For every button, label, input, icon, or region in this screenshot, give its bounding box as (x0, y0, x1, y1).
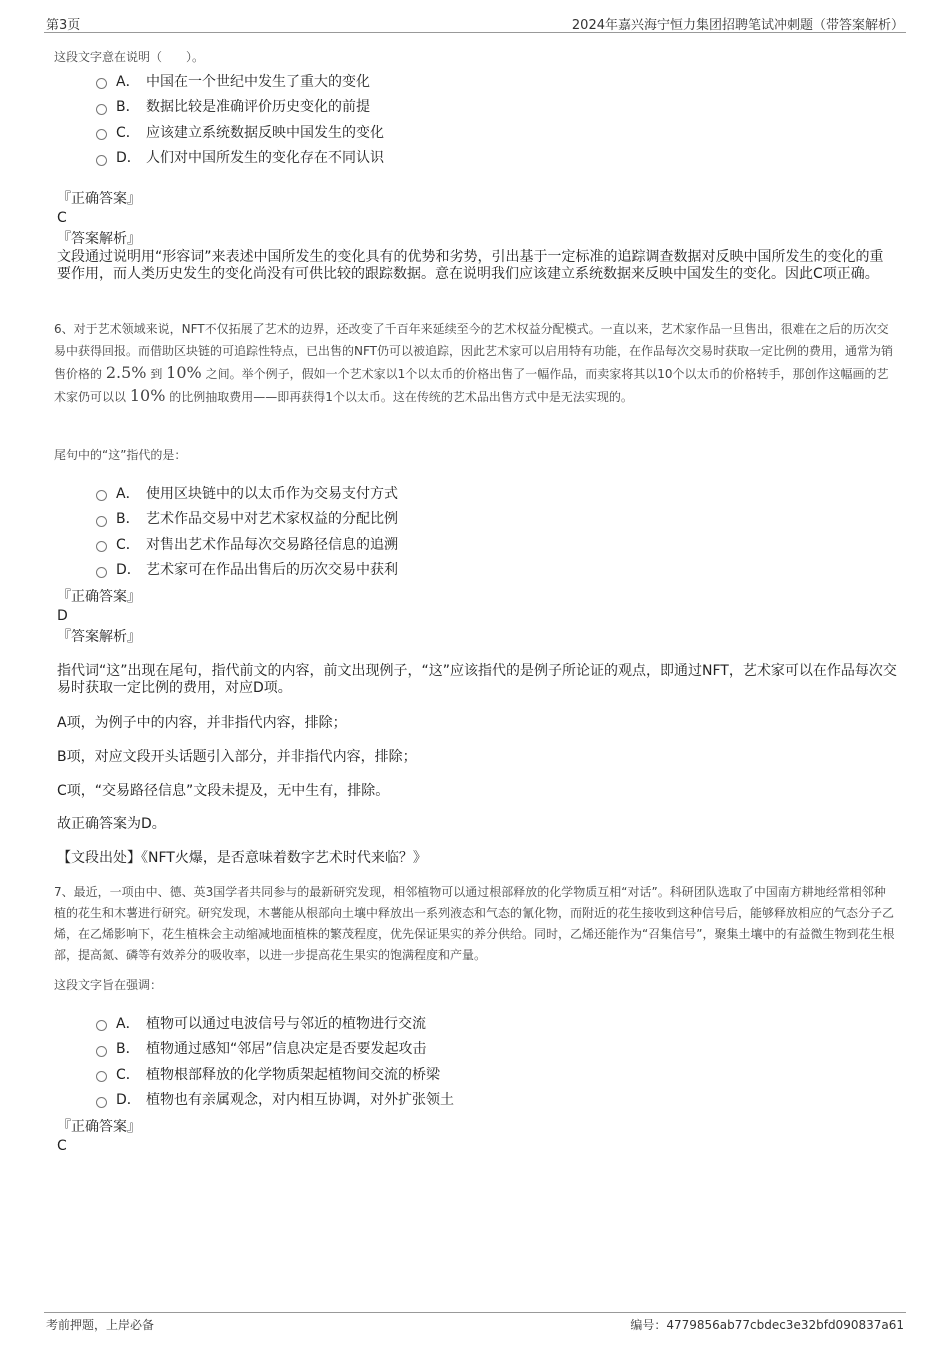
footer-serial: 编号：4779856ab77cbdec3e32bfd090837a61 (630, 1318, 904, 1332)
radio-icon[interactable] (96, 541, 107, 552)
q5-option-d[interactable]: D． 人们对中国所发生的变化存在不同认识 (96, 145, 896, 171)
radio-icon[interactable] (96, 104, 107, 115)
radio-icon[interactable] (96, 155, 107, 166)
q7-stem: 这段文字旨在强调： (54, 978, 163, 992)
radio-icon[interactable] (96, 490, 107, 501)
document-title: 2024年嘉兴海宁恒力集团招聘笔试冲刺题（带答案解析） (571, 18, 904, 33)
math-10-percent: 10% (166, 363, 202, 382)
radio-icon[interactable] (96, 1020, 107, 1031)
q6-analysis-4: C项，“交易路径信息”文段未提及，无中生有，排除。 (57, 783, 390, 799)
q6-analysis-label: 『答案解析』 (57, 629, 141, 645)
q6-answer: D (57, 608, 68, 624)
q6-option-d[interactable]: D． 艺术家可在作品出售后的历次交易中获利 (96, 557, 896, 583)
q7-option-a[interactable]: A． 植物可以通过电波信号与邻近的植物进行交流 (96, 1010, 896, 1036)
footer-slogan: 考前押题，上岸必备 (46, 1318, 155, 1332)
q6-option-b[interactable]: B． 艺术作品交易中对艺术家权益的分配比例 (96, 506, 896, 532)
q5-options (96, 68, 896, 170)
q5-option-b[interactable]: B． 数据比较是准确评价历史变化的前提 (96, 94, 896, 120)
q6-paragraph: 6、对于艺术领域来说，NFT不仅拓展了艺术的边界，还改变了千百年来延续至今的艺术权益分配模式。一直以来，艺术家作品一旦售出，很难在之后的历次交易中获得回报。而借助区块链的可追踪性特点，已出售的NFT仍可以被追踪，因此艺术家可以启用特有功能，在作品每次交易时获取一定比例的费用，通常为销售价格的 2.5% 到 10% 之间。举个例子，假如一个艺术家以1个以太币的价格出售了一幅作品，而卖家将其以10个以太币的价格转手，那创作这幅画的艺术家仍可以以 10% 的比例抽取费用——即再获得1个以太币。这在传统的艺术品出售方式中是无法实现的。 (54, 322, 894, 405)
radio-icon[interactable] (96, 516, 107, 527)
q7-paragraph: 7、最近，一项由中、德、英3国学者共同参与的最新研究发现，相邻植物可以通过根部释放的化学物质互相“对话”。科研团队选取了中国南方耕地经常相邻种植的花生和木薯进行研究。研究发现，木薯能从根部向土壤中释放出一系列液态和气态的氰化物，而附近的花生接收到这种信号后，能够释放相应的气态分子乙烯，在乙烯影响下，花生植株会主动缩减地面植株的繁茂程度，优先保证果实的养分供给。同时，乙烯还能作为“召集信号”，聚集土壤中的有益微生物到花生根部，提高氮、磷等有效养分的吸收率，以进一步提高花生果实的饱满程度和产量。 (54, 885, 895, 962)
q6-source: 【文段出处】《NFT火爆，是否意味着数字艺术时代来临？》 (57, 850, 427, 866)
q6-analysis-5: 故正确答案为D。 (57, 816, 166, 832)
radio-icon[interactable] (96, 1071, 107, 1082)
radio-icon[interactable] (96, 78, 107, 89)
page-number: 第3页 (46, 18, 81, 33)
q7-answer: C (57, 1138, 67, 1154)
q6-analysis-3: B项，对应文段开头话题引入部分，并非指代内容，排除； (57, 749, 417, 765)
math-10-percent-2: 10% (129, 386, 166, 405)
radio-icon[interactable] (96, 1097, 107, 1108)
q7-option-b[interactable]: B． 植物通过感知“邻居”信息决定是否要发起攻击 (96, 1036, 896, 1062)
q6-answer-label: 『正确答案』 (57, 589, 141, 605)
q7-option-d[interactable]: D． 植物也有亲属观念，对内相互协调，对外扩张领土 (96, 1087, 896, 1113)
q5-option-a[interactable]: A． 中国在一个世纪中发生了重大的变化 (96, 68, 896, 94)
q6-stem: 尾句中的“这”指代的是： (54, 448, 187, 462)
q5-answer: C (57, 210, 67, 226)
q7-answer-label: 『正确答案』 (57, 1119, 141, 1135)
q6-options (96, 480, 896, 582)
q5-option-c[interactable]: C． 应该建立系统数据反映中国发生的变化 (96, 119, 896, 145)
math-2-5-percent: 2.5% (105, 363, 147, 382)
q6-analysis-2: A项，为例子中的内容，并非指代内容，排除； (57, 715, 347, 731)
q7-options (96, 1010, 896, 1112)
q5-stem: 这段文字意在说明（ ）。 (54, 50, 205, 64)
q7-option-c[interactable]: C． 植物根部释放的化学物质架起植物间交流的桥梁 (96, 1061, 896, 1087)
radio-icon[interactable] (96, 567, 107, 578)
q5-answer-label: 『正确答案』 (57, 191, 141, 207)
q6-option-c[interactable]: C． 对售出艺术作品每次交易路径信息的追溯 (96, 531, 896, 557)
q5-analysis: 文段通过说明用“形容词”来表述中国所发生的变化具有的优势和劣势，引出基于一定标准的追踪调查数据对反映中国所发生的变化的重要作用，而人类历史发生的变化尚没有可供比较的跟踪数据。意在说明我们应该建立系统数据来反映中国发生的变化。因此C项正确。 (57, 249, 884, 282)
q6-analysis-1: 指代词“这”出现在尾句，指代前文的内容，前文出现例子，“这”应该指代的是例子所论证的观点，即通过NFT，艺术家可以在作品每次交易时获取一定比例的费用，对应D项。 (57, 663, 897, 696)
page-footer (44, 1312, 906, 1335)
radio-icon[interactable] (96, 1046, 107, 1057)
page-header (44, 14, 906, 33)
q6-option-a[interactable]: A． 使用区块链中的以太币作为交易支付方式 (96, 480, 896, 506)
q5-analysis-label: 『答案解析』 (57, 231, 141, 247)
radio-icon[interactable] (96, 129, 107, 140)
